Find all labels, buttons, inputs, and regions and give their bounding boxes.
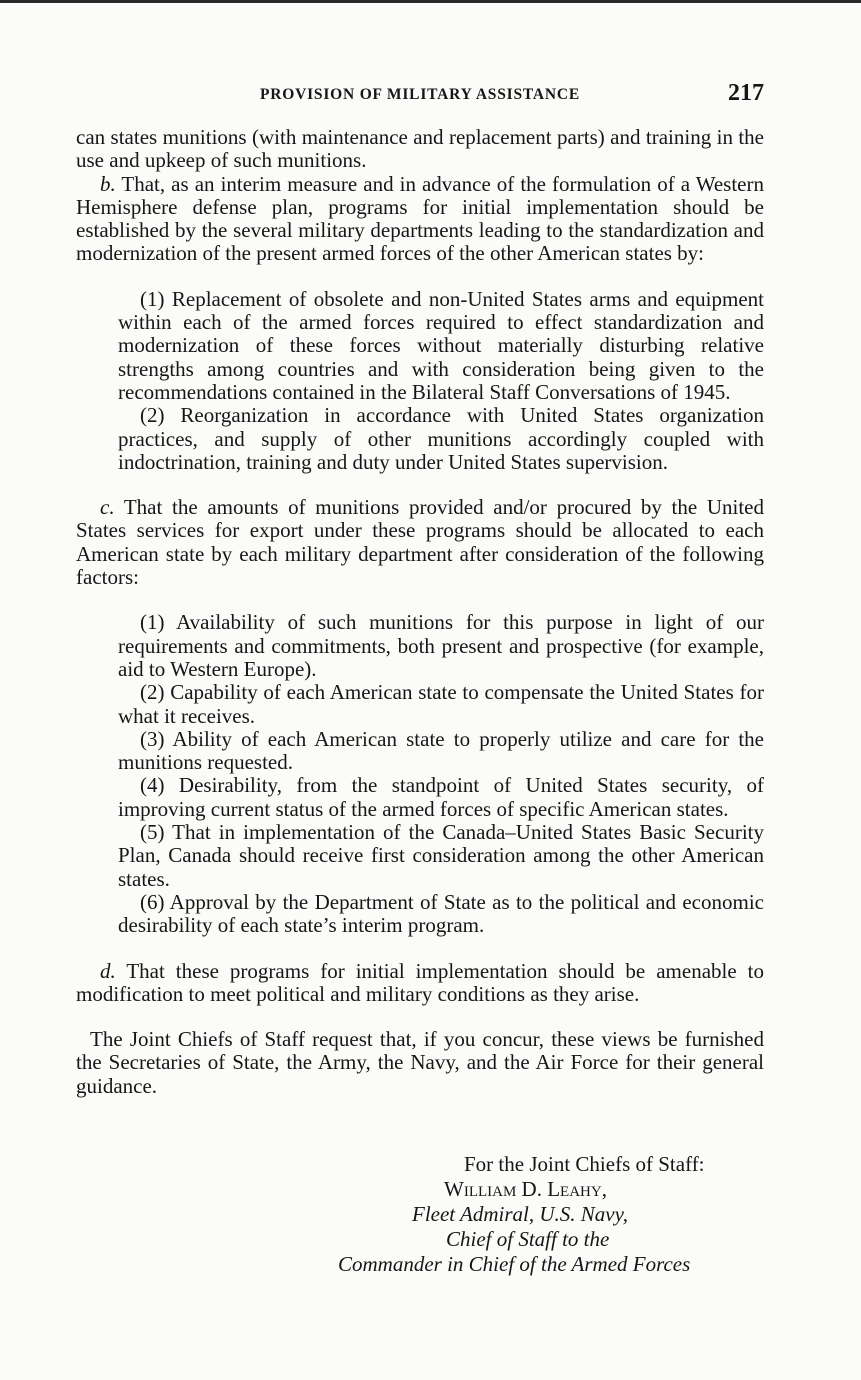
paragraph-b-text: That, as an interim measure and in advance of the formulation of a Western Hemisphere defense plan, programs for initial implementation should be established by the several military departments leading to the standardization and modernization of the present armed forces of the other American states by:: [76, 171, 764, 266]
list-item-b2: (2) Reorganization in accordance with United States organization practices, and supply of other munitions accordingly coupled with indoctrination, training and duty under United States supervision.: [118, 403, 764, 474]
signature-name: William D. Leahy,: [444, 1177, 607, 1201]
running-head: PROVISION OF MILITARY ASSISTANCE: [259, 86, 581, 103]
list-item-c6: (6) Approval by the Department of State as to the political and economic desirability of each state’s interim program.: [118, 889, 764, 938]
list-item-c5: (5) That in implementation of the Canada–United States Basic Security Plan, Canada should receive first consideration among the other American states.: [118, 820, 764, 891]
list-item-c2: (2) Capability of each American state to compensate the United States for what it receives.: [118, 680, 764, 728]
signature-for-line: For the Joint Chiefs of Staff:: [464, 1152, 705, 1176]
page-number: 217: [728, 80, 764, 106]
label-d: d.: [100, 958, 116, 983]
body-text: [76, 126, 764, 1098]
list-c: [76, 611, 764, 937]
signature-title-1: Fleet Admiral, U.S. Navy,: [412, 1202, 628, 1226]
paragraph-b: [76, 173, 764, 266]
list-item-c3: (3) Ability of each American state to properly utilize and care for the munitions requested.: [118, 726, 764, 775]
paragraph-d-text: That these programs for initial implementation should be amenable to modification to meet political and military conditions as they arise.: [76, 958, 764, 1006]
list-item-c4: (4) Desirability, from the standpoint of United States security, of improving current status of the armed forces of specific American states.: [118, 773, 764, 821]
list-item-c1: (1) Availability of such munitions for this purpose in light of our requirements and commitments, both present and prospective (for example, aid to Western Europe).: [118, 610, 764, 681]
list-item-b1: (1) Replacement of obsolete and non-United States arms and equipment within each of the armed forces required to effect standardization and modernization of these forces without materially disturbing relative strengths among countries and with consideration being given to the recommendations contained in the Bilateral Staff Conversations of 1945.: [118, 286, 764, 404]
closing-paragraph: The Joint Chiefs of Staff request that, if you concur, these views be furnished the Secretaries of State, the Army, the Navy, and the Air Force for their general guidance.: [76, 1027, 764, 1098]
label-c: c.: [100, 495, 115, 520]
signature-block: [330, 1152, 770, 1277]
signature-title-2: Chief of Staff to the: [446, 1227, 610, 1251]
paragraph-continuation: can states munitions (with maintenance and replacement parts) and training in the use and upkeep of such munitions.: [76, 125, 764, 173]
page-header: [76, 80, 764, 110]
list-b: [76, 288, 764, 474]
signature-title-3: Commander in Chief of the Armed Forces: [338, 1252, 691, 1276]
paragraph-d: [76, 960, 764, 1007]
paragraph-c: [76, 496, 764, 589]
page-top-border: [0, 0, 861, 3]
paragraph-c-text: That the amounts of munitions provided and/or procured by the United States services for export under these programs should be allocated to each American state by each military department after consideration of the following factors:: [76, 495, 764, 590]
label-b: b.: [100, 171, 116, 196]
